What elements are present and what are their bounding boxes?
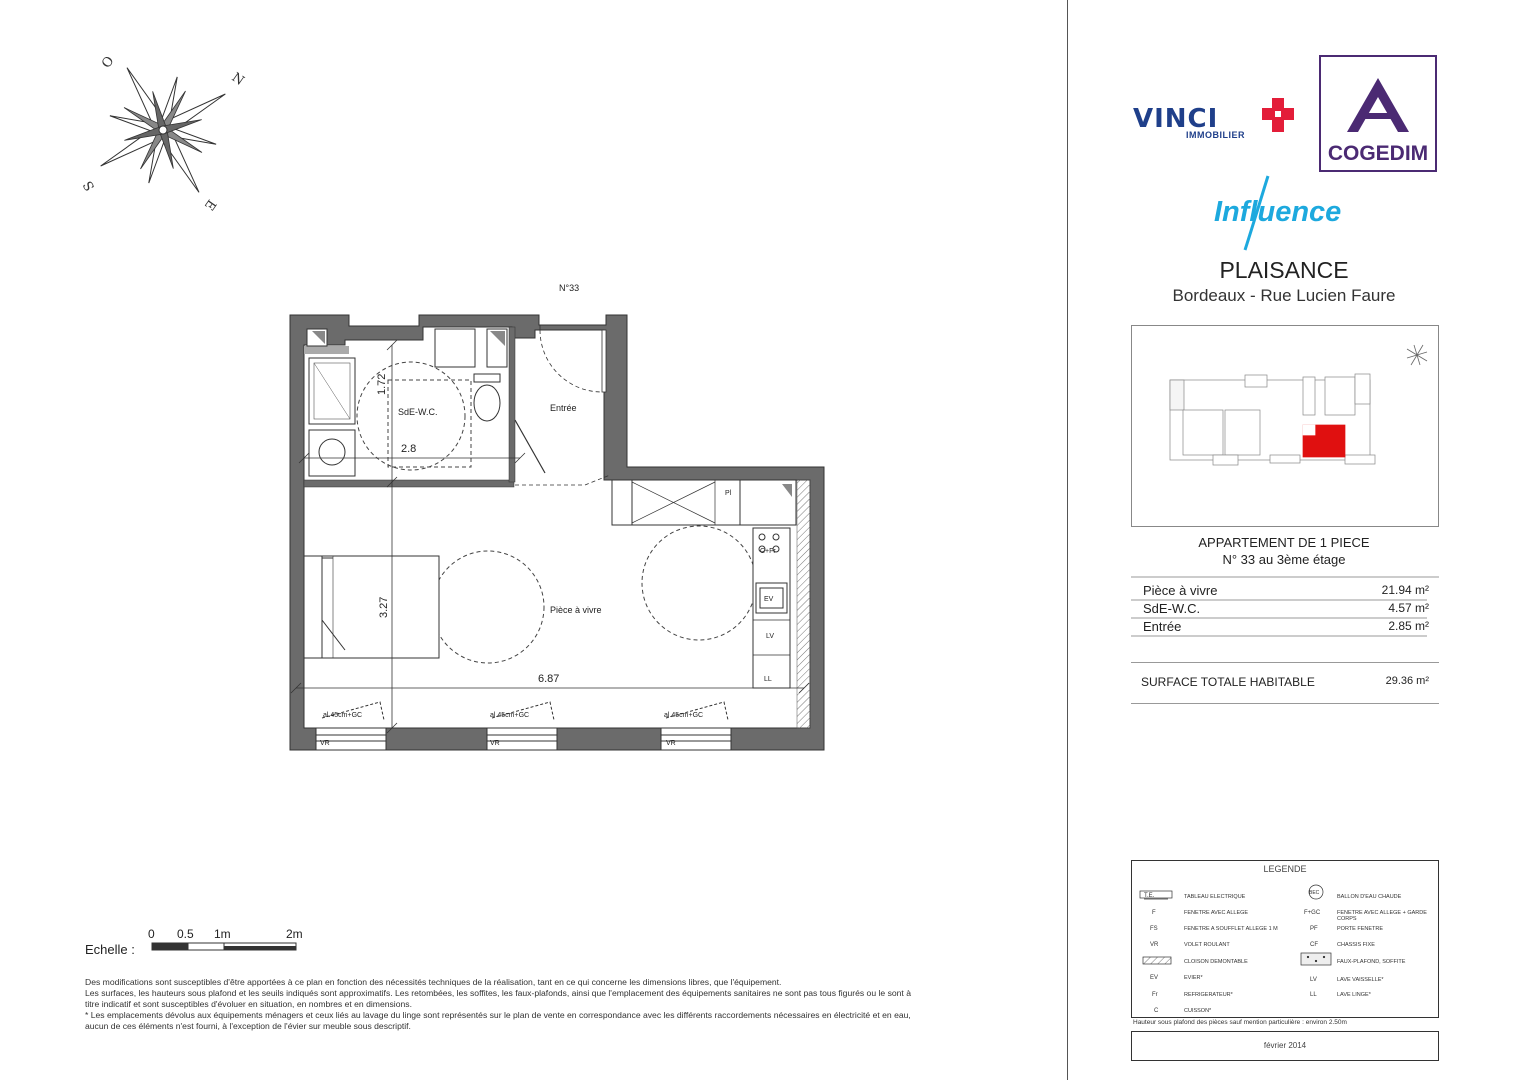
legend-abbr: C	[1154, 1008, 1159, 1014]
legend	[1131, 860, 1439, 1018]
dimension-6-87: 6.87	[538, 673, 560, 685]
legend-item: EVIER*	[1184, 975, 1203, 981]
legend-abbr: Fr	[1152, 992, 1158, 998]
legend-title: LEGENDE	[1263, 864, 1307, 874]
legend-item: FENETRE AVEC ALLEGE + GARDE CORPS	[1337, 910, 1427, 922]
legend-abbr: EV	[1150, 975, 1159, 981]
legend-item: BALLON D'EAU CHAUDE	[1337, 894, 1402, 900]
window-allege-2: al.45cm+GC	[490, 712, 530, 719]
legend-item: FENETRE AVEC ALLEGE	[1184, 910, 1249, 916]
legend-abbr: CF	[1310, 942, 1318, 948]
dimension-1-72: 1.72	[376, 373, 388, 395]
scale-mark-0: 0	[148, 927, 155, 941]
legend-item: LAVE LINGE*	[1337, 992, 1371, 998]
scale-mark-0-5: 0.5	[177, 927, 194, 941]
legend-item: PORTE FENETRE	[1337, 926, 1384, 932]
compass-rose	[97, 64, 229, 196]
ceiling-height-note: Hauteur sous plafond des pièces sauf mention particulière : environ 2.50m	[1133, 1019, 1347, 1026]
disclaimer-line: titre indicatif et sont susceptibles d'évoluer en situation, en nombres et en dimensions.	[85, 999, 412, 1009]
window-allege-3: al.45cm+GC	[664, 712, 704, 719]
compass-s: S	[80, 177, 99, 194]
surface-row	[1131, 599, 1439, 617]
project-address: Bordeaux - Rue Lucien Faure	[1172, 286, 1396, 305]
surface-total-row	[1131, 662, 1439, 704]
window-allege-1: al.45cm+GC	[323, 712, 363, 719]
disclaimer	[85, 977, 1045, 1032]
label-cooking-fridge: C+Fr	[760, 548, 776, 555]
apartment-number: N°33	[559, 283, 580, 293]
disclaimer-line: Des modifications sont susceptibles d'être apportées à ce plan en fonction des nécessités techniques de la réalisation, tant en ce qui concerne les dimensions libres, que l'équipement.	[85, 977, 782, 987]
apartment-subtitle: N° 33 au 3ème étage	[1222, 552, 1346, 567]
surface-total-label: SURFACE TOTALE HABITABLE	[1141, 675, 1315, 689]
legend-abbr: F	[1152, 910, 1156, 916]
room-label-entree: Entrée	[550, 403, 577, 413]
compass-o: O	[99, 53, 118, 72]
surface-label: Pièce à vivre	[1143, 583, 1218, 598]
washbasin	[309, 430, 355, 476]
legend-abbr: FS	[1150, 926, 1158, 932]
surface-row	[1131, 617, 1439, 635]
surface-total-value: 29.36 m²	[1385, 675, 1429, 687]
legend-abbr: VR	[1150, 942, 1159, 948]
influence-logo: Influence	[1214, 196, 1342, 228]
vinci-plus-logo	[1262, 98, 1294, 132]
dimension-3-27: 3.27	[378, 596, 390, 618]
legend-item: CHASSIS FIXE	[1337, 942, 1375, 948]
room-label-sde: SdE-W.C.	[398, 407, 438, 417]
legend-abbr: F+GC	[1304, 910, 1321, 916]
surface-row	[1131, 581, 1439, 599]
surface-value: 2.85 m²	[1388, 619, 1429, 633]
cogedim-logo	[1319, 55, 1437, 172]
legend-item: CUISSON*	[1184, 1008, 1212, 1014]
label-washing-machine: LL	[764, 676, 772, 683]
locator-map	[1131, 325, 1439, 527]
legend-item: VOLET ROULANT	[1184, 942, 1230, 948]
scale-mark-2m: 2m	[286, 927, 303, 941]
legend-item: CLOISON DEMONTABLE	[1184, 959, 1248, 965]
cogedim-logo-text: COGEDIM	[1327, 142, 1429, 165]
compass-e: E	[200, 196, 219, 213]
date-box	[1131, 1031, 1439, 1061]
legend-item: TABLEAU ELECTRIQUE	[1184, 894, 1246, 900]
legend-item: FAUX-PLAFOND, SOFFITE	[1337, 959, 1406, 965]
legend-item: LAVE VAISSELLE*	[1337, 977, 1384, 983]
label-sink: EV	[764, 596, 774, 603]
surface-label: Entrée	[1143, 619, 1182, 634]
project-name: PLAISANCE	[1219, 257, 1349, 283]
disclaimer-line: Les surfaces, les hauteurs sous plafond et les seuils indiqués sont approximatifs. Les retombées, les soffites, les faux-plafonds, ainsi que l'emplacement des équipements sanitaires ne sont pas tous figurés ou le sont à	[85, 988, 911, 998]
apartment-title: APPARTEMENT DE 1 PIECE	[1198, 535, 1370, 550]
legend-abbr: LL	[1310, 992, 1317, 998]
surface-value: 21.94 m²	[1381, 583, 1429, 597]
scale-bar	[152, 943, 296, 950]
surface-value: 4.57 m²	[1388, 601, 1429, 615]
plan-date: février 2014	[1263, 1041, 1307, 1050]
legend-abbr: PF	[1310, 926, 1318, 932]
window-vr-3: VR	[666, 740, 676, 747]
window-vr-1: VR	[320, 740, 330, 747]
scale-mark-1m: 1m	[214, 927, 231, 941]
label-placard: Pl	[725, 490, 732, 497]
legend-abbr: LV	[1310, 977, 1317, 983]
surface-label: SdE-W.C.	[1143, 601, 1201, 616]
scale-label: Echelle :	[85, 942, 135, 957]
panel-divider	[1067, 0, 1068, 1080]
legend-item: FENETRE A SOUFFLET ALLEGE 1 M	[1184, 926, 1278, 932]
legend-item: REFRIGERATEUR*	[1184, 992, 1233, 998]
legend-abbr: BEC	[1309, 890, 1320, 896]
label-dishwasher: LV	[766, 633, 775, 640]
legend-abbr: T.E.	[1144, 893, 1155, 899]
disclaimer-line: * Les emplacements dévolus aux équipements ménagers et ceux liés au lavage du linge sont représentés sur le plan de vente en correspondance avec les différents raccordements nécessaires en électricité et en eau,	[85, 1010, 911, 1020]
vinci-logo-text: VINCI	[1133, 104, 1219, 134]
compass-n: N	[228, 70, 247, 89]
room-label-piece: Pièce à vivre	[550, 605, 602, 615]
bed	[304, 556, 439, 658]
vinci-logo-subtext: IMMOBILIER	[1186, 130, 1245, 140]
window-vr-2: VR	[490, 740, 500, 747]
disclaimer-line: aucun de ces éléments n'est fourni, à l'exception de l'évier sur meuble sous descriptif.	[85, 1021, 411, 1031]
dimension-2-8: 2.8	[401, 443, 417, 455]
toilet	[474, 374, 500, 421]
shower-tray	[309, 358, 355, 424]
